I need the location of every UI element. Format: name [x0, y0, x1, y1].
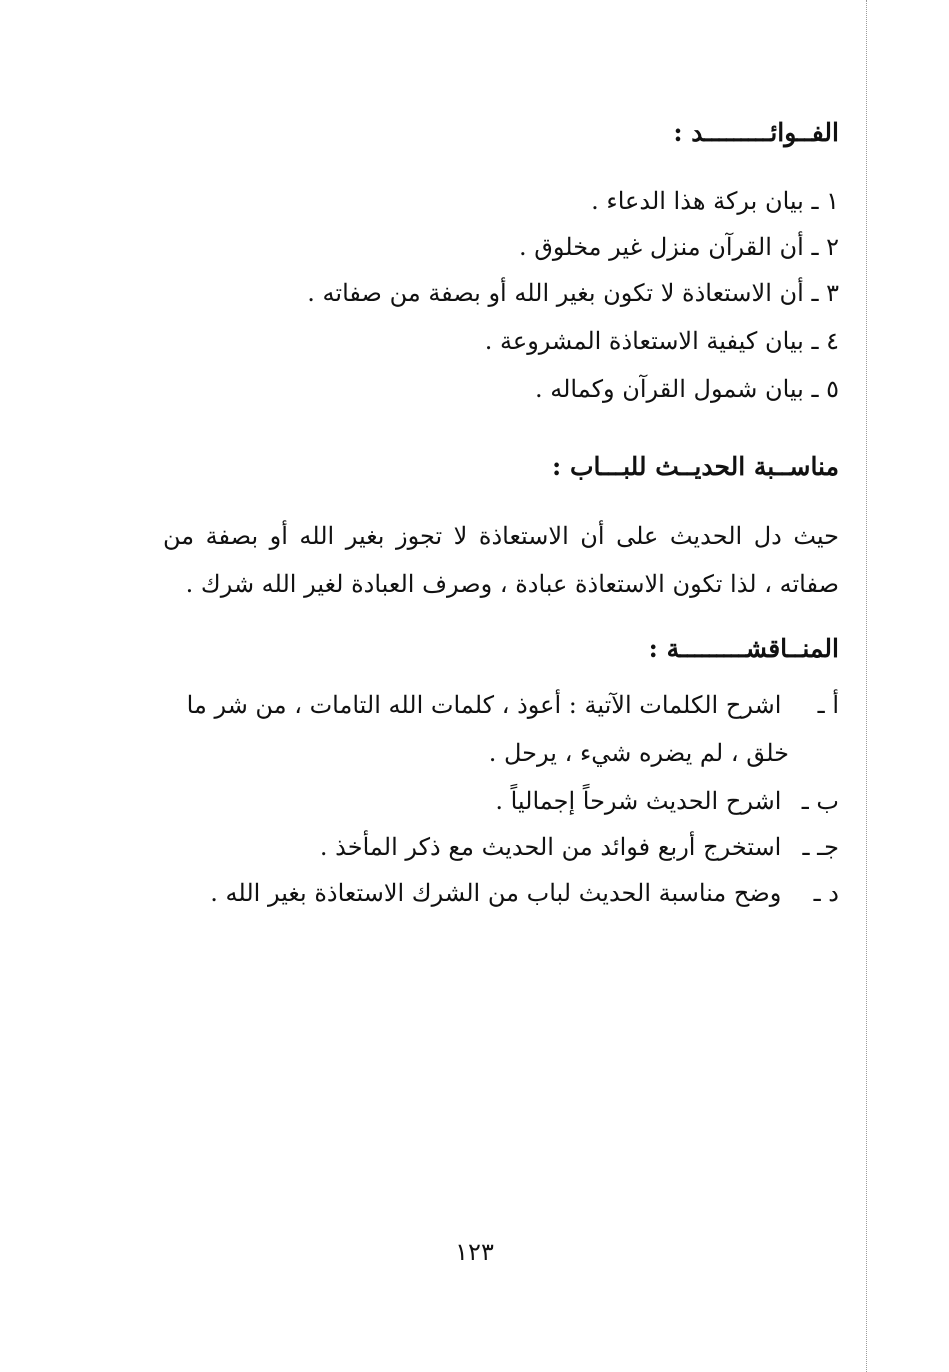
question-d-text: وضح مناسبة الحديث لباب من الشرك الاستعاذة بغير الله .	[210, 879, 782, 907]
question-a	[187, 688, 839, 722]
relevance-heading: مناســبة الحديــث للبـــاب :	[552, 452, 839, 481]
question-d	[210, 876, 839, 910]
question-b-text: اشرح الحديث شرحاً إجمالياً .	[495, 787, 782, 815]
benefit-item-5: ٥ ـ بيان شمول القرآن وكماله .	[534, 375, 839, 403]
question-c	[320, 830, 839, 864]
question-a-text: اشرح الكلمات الآتية : أعوذ ، كلمات الله التامات ، من شر ما	[186, 691, 782, 719]
benefit-item-1: ١ ـ بيان بركة هذا الدعاء .	[591, 187, 839, 215]
relevance-paragraph: حيث دل الحديث على أن الاستعاذة لا تجوز بغير الله أو بصفة من صفاته ، لذا تكون الاستعاذة عبادة ، وصرف العبادة لغير الله شرك .	[163, 522, 839, 598]
question-b	[495, 784, 839, 818]
page-edge-dotted-line	[866, 0, 867, 1372]
benefit-item-2: ٢ ـ أن القرآن منزل غير مخلوق .	[518, 233, 839, 261]
benefit-item-3: ٣ ـ أن الاستعاذة لا تكون بغير الله أو بصفة من صفاته .	[307, 279, 839, 307]
benefit-item-4: ٤ ـ بيان كيفية الاستعاذة المشروعة .	[484, 327, 839, 355]
question-a-continuation: خلق ، لم يضره شيء ، يرحل .	[488, 739, 789, 767]
question-a-letter: أ ـ	[817, 691, 839, 719]
benefits-heading: الفــوائـــــــــد :	[673, 118, 839, 147]
question-c-text: استخرج أربع فوائد من الحديث مع ذكر المأخذ .	[319, 833, 782, 861]
discussion-heading: المنــاقشـــــــــة :	[648, 634, 839, 663]
question-b-letter: ب ـ	[801, 787, 839, 815]
question-d-letter: د ـ	[813, 879, 839, 907]
page-number: ١٢٣	[455, 1238, 494, 1266]
question-c-letter: جـ ـ	[802, 833, 839, 861]
